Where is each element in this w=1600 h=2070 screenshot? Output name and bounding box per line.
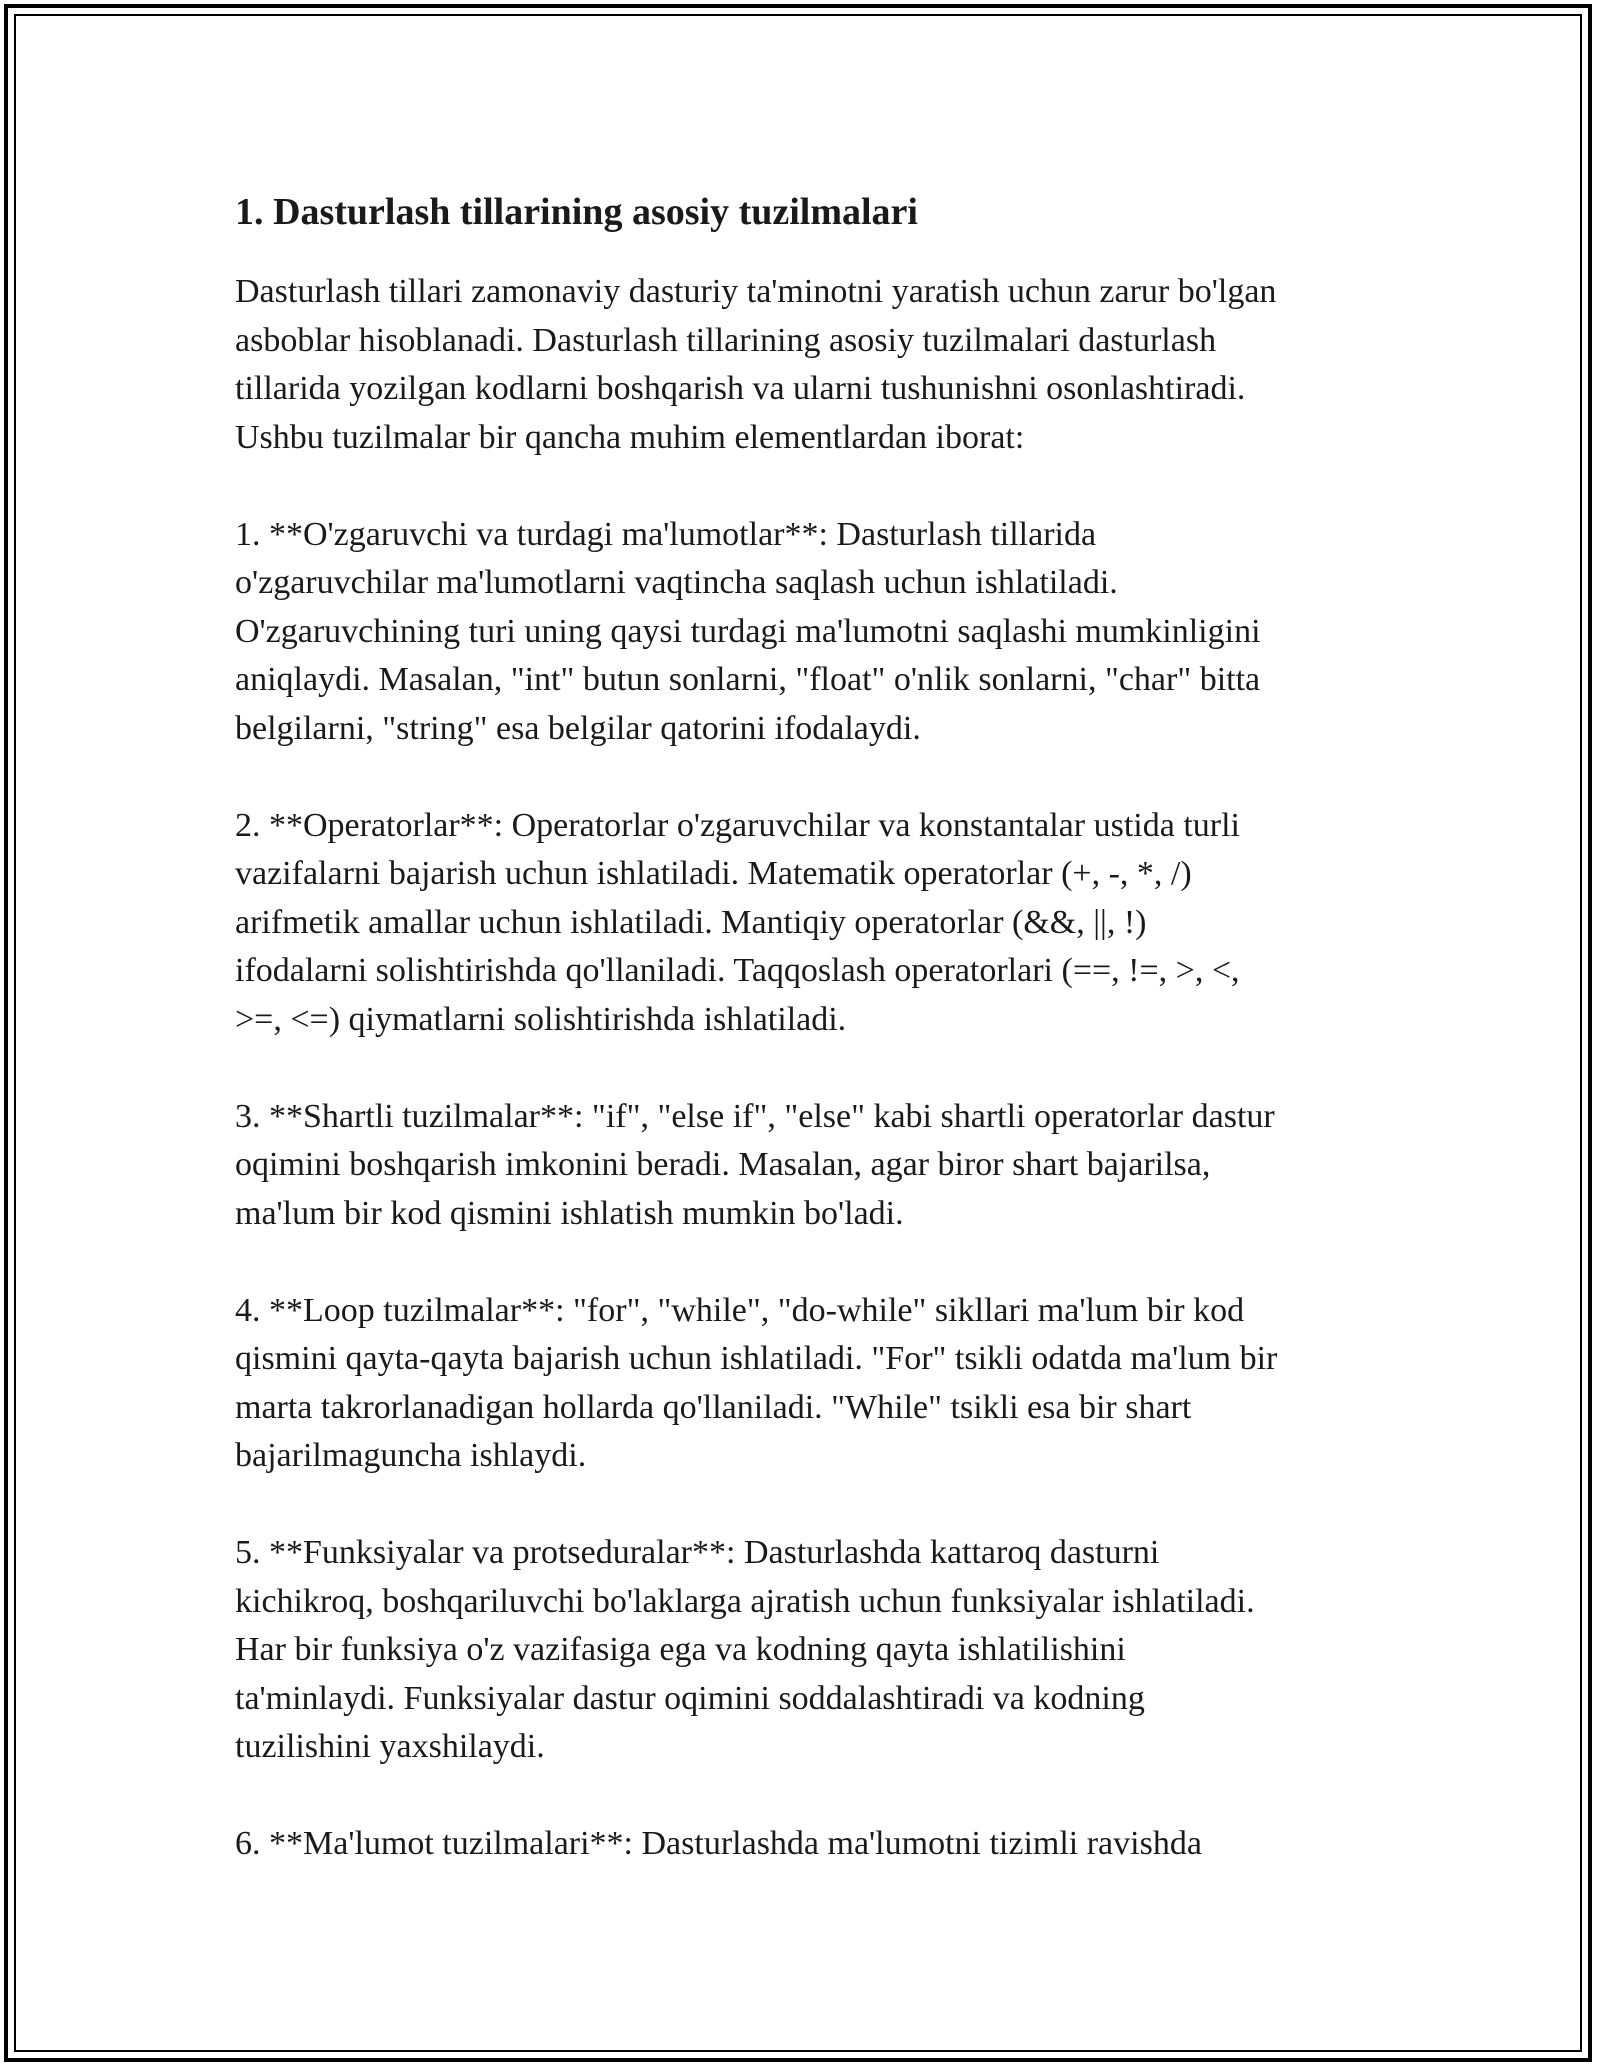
list-item-conditionals: 3. **Shartli tuzilmalar**: "if", "else if", "else" kabi shartli operatorlar dastur oqimini boshqarish imkonini beradi. Masalan, agar biror shart bajarilsa, ma'lum bir kod qismini ishlatish mumkin bo'ladi. [235,1097,1275,1232]
list-item-loops: 4. **Loop tuzilmalar**: "for", "while", "do-while" sikllari ma'lum bir kod qismini qayta-qayta bajarish uchun ishlatiladi. "For" tsikli odatda ma'lum bir marta takrorlanadigan hollarda qo'llaniladi. "While" tsikli esa bir shart bajarilmaguncha ishlaydi. [235,1291,1278,1474]
list-item-variables: 1. **O'zgaruvchi va turdagi ma'lumotlar**: Dasturlash tillarida o'zgaruvchilar ma'lumotlarni vaqtincha saqlash uchun ishlatiladi. O'zgaruvchining turi uning qaysi turdagi ma'lumotni saqlashi mumkinligini aniqlaydi. Masalan, "int" butun sonlarni, "float" o'nlik sonlarni, "char" bitta belgilarni, "string" esa belgilar qatorini ifodalaydi. [235,515,1261,747]
document-title: 1. Dasturlash tillarining asosiy tuzilmalari [235,191,918,233]
list-item-data-structures: 6. **Ma'lumot tuzilmalari**: Dasturlashda ma'lumotni tizimli ravishda [235,1825,1202,1862]
intro-paragraph: Dasturlash tillari zamonaviy dasturiy ta'minotni yaratish uchun zarur bo'lgan asboblar hisoblanadi. Dasturlash tillarining asosiy tuzilmalari dasturlash tillarida yozilgan kodlarni boshqarish va ularni tushunishni osonlashtiradi. Ushbu tuzilmalar bir qancha muhim elementlardan iborat: [235,273,1277,456]
document-body [235,186,1375,1869]
list-item-operators: 2. **Operatorlar**: Operatorlar o'zgaruvchilar va konstantalar ustida turli vazifalarni bajarish uchun ishlatiladi. Matematik operatorlar (+, -, *, /) arifmetik amallar uchun ishlatiladi. Mantiqiy operatorlar (&&, ||, !) ifodalarni solishtirishda qo'llaniladi. Taqqoslash operatorlari (==, !=, >, <, >=, <=) qiymatlarni solishtirishda ishlatiladi. [235,806,1240,1038]
list-item-functions: 5. **Funksiyalar va protseduralar**: Dasturlashda kattaroq dasturni kichikroq, boshqariluvchi bo'laklarga ajratish uchun funksiyalar ishlatiladi. Har bir funksiya o'z vazifasiga ega va kodning qayta ishlatilishini ta'minlaydi. Funksiyalar dastur oqimini soddalashtiradi va kodning tuzilishini yaxshilaydi. [235,1534,1255,1765]
